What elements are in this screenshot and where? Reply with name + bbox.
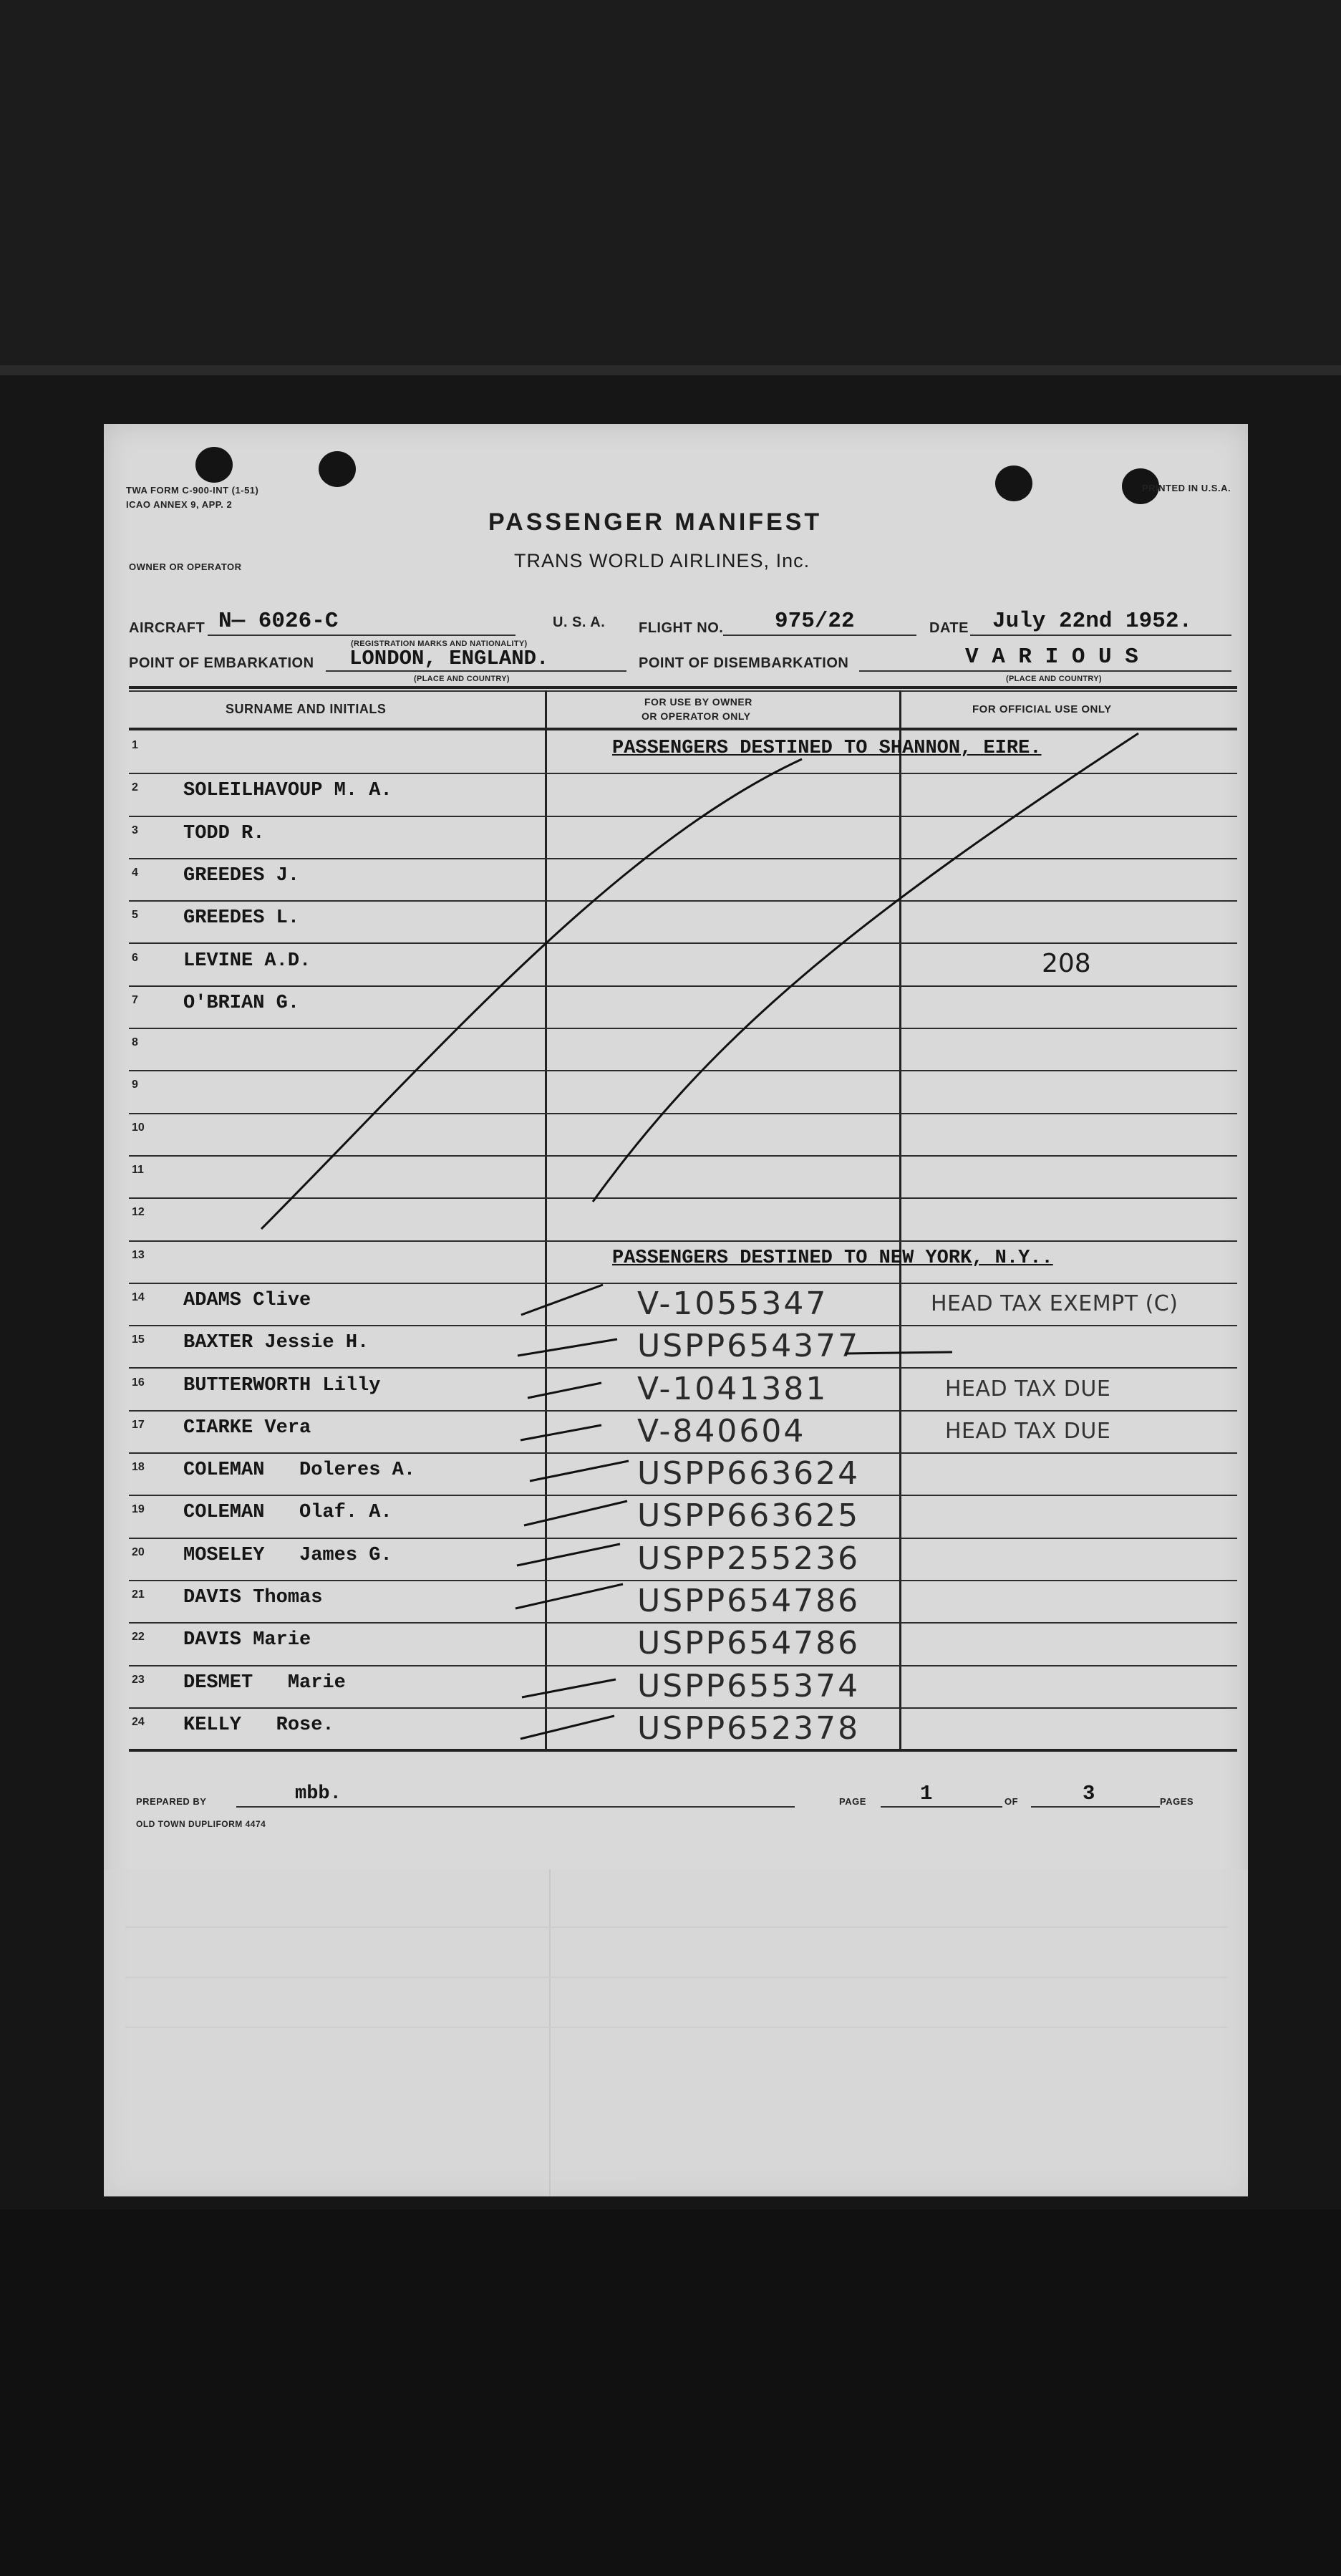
embark-label: POINT OF EMBARKATION [129,655,314,671]
disembark-value: V A R I O U S [965,645,1138,670]
passenger-name: COLEMAN Olaf. A. [183,1502,392,1524]
page-label: PAGE [839,1796,866,1807]
passenger-name: GREEDES L. [183,907,300,930]
aircraft-value: N— 6026-C [218,609,339,634]
total-underline [1031,1806,1160,1808]
row-number: 2 [132,781,138,794]
document-number: USPP652378 [637,1709,861,1747]
place-caption-2: (PLACE AND COUNTRY) [1006,675,1102,683]
passenger-name: DESMET Marie [183,1671,346,1694]
passenger-name: BUTTERWORTH Lilly [183,1374,381,1396]
pages-label: PAGES [1160,1796,1194,1807]
document-number: V-1055347 [637,1285,828,1322]
manifest-title: PASSENGER MANIFEST [488,508,823,536]
official-note: HEAD TAX DUE [945,1418,1111,1444]
passenger-name: COLEMAN Doleres A. [183,1460,416,1482]
row-number: 7 [132,993,138,1006]
page-number: 1 [920,1782,933,1805]
prepared-value: mbb. [295,1783,342,1805]
page-underline [881,1806,1002,1808]
section-heading: PASSENGERS DESTINED TO NEW YORK, N.Y.. [612,1247,1053,1269]
col-owner-header-2: OR OPERATOR ONLY [642,710,751,722]
flight-no-value: 975/22 [775,609,855,634]
embark-value: LONDON, ENGLAND. [349,647,549,670]
prepared-label: PREPARED BY [136,1796,207,1807]
row-number: 1 [132,739,138,751]
row-number: 16 [132,1376,145,1389]
row-number: 21 [132,1588,145,1601]
row-number: 18 [132,1461,145,1474]
row-number: 20 [132,1545,145,1558]
document-number: USPP663624 [637,1455,861,1492]
aircraft-label: AIRCRAFT [129,620,205,636]
passenger-name: ADAMS Clive [183,1289,311,1311]
row-number: 10 [132,1121,145,1134]
paper-lower-blank [104,1869,1248,2196]
row-number: 19 [132,1503,145,1516]
printer-label: OLD TOWN DUPLIFORM 4474 [136,1819,266,1829]
row-number: 23 [132,1673,145,1686]
place-caption: (PLACE AND COUNTRY) [414,675,510,683]
operator-name: TRANS WORLD AIRLINES, Inc. [514,550,810,571]
row-number: 8 [132,1036,138,1049]
document-number: USPP654377 [637,1328,861,1365]
flight-no-label: FLIGHT NO. [639,620,724,636]
col-owner-header-1: FOR USE BY OWNER [644,696,752,708]
official-note: HEAD TAX DUE [945,1376,1111,1402]
passenger-name: LEVINE A.D. [183,950,311,972]
passenger-name: SOLEILHAVOUP M. A. [183,780,392,802]
form-id-line1: TWA FORM C-900-INT (1-51) [126,485,259,496]
row-number: 24 [132,1715,145,1728]
document-number: USPP655374 [637,1667,861,1704]
registration-caption: (REGISTRATION MARKS AND NATIONALITY) [351,640,528,648]
document-number: V-840604 [637,1412,806,1449]
row-number: 13 [132,1248,145,1261]
official-note: HEAD TAX EXEMPT (C) [931,1291,1178,1316]
page-total: 3 [1083,1782,1095,1805]
row-number: 12 [132,1206,145,1219]
prepared-underline [236,1806,795,1808]
form-id-line2: ICAO ANNEX 9, APP. 2 [126,499,233,510]
of-label: OF [1004,1796,1019,1807]
disembark-label: POINT OF DISEMBARKATION [639,655,849,671]
row-number: 5 [132,909,138,922]
country-label: U. S. A. [553,614,606,630]
row-number: 6 [132,951,138,964]
row-number: 15 [132,1333,145,1346]
passenger-name: O'BRIAN G. [183,992,300,1014]
passenger-name: MOSELEY James G. [183,1544,392,1566]
passenger-name: CIARKE Vera [183,1417,311,1439]
document-number: USPP654786 [637,1625,861,1662]
passenger-name: GREEDES J. [183,864,300,887]
col-official-header: FOR OFFICIAL USE ONLY [972,703,1112,715]
row-number: 17 [132,1418,145,1431]
passenger-name: DAVIS Thomas [183,1587,323,1608]
row-number: 9 [132,1079,138,1091]
document-number: USPP255236 [637,1540,861,1577]
date-value: July 22nd 1952. [992,609,1193,634]
passenger-name: KELLY Rose. [183,1714,334,1736]
document-number: USPP663625 [637,1497,861,1535]
printed-in: PRINTED IN U.S.A. [1142,483,1231,493]
passenger-name: BAXTER Jessie H. [183,1332,369,1354]
row-number: 14 [132,1291,145,1303]
passenger-name: DAVIS Marie [183,1629,311,1651]
handwritten-number: 208 [1042,948,1091,978]
section-heading: PASSENGERS DESTINED TO SHANNON, EIRE. [612,738,1042,759]
owner-label: OWNER OR OPERATOR [129,561,242,572]
row-number: 11 [132,1164,144,1176]
row-number: 3 [132,824,138,836]
date-label: DATE [929,620,969,636]
row-number: 22 [132,1631,145,1644]
col-surname-header: SURNAME AND INITIALS [226,702,387,716]
passenger-name: TODD R. [183,822,265,844]
document-number: USPP654786 [637,1583,861,1619]
row-number: 4 [132,866,138,879]
document-number: V-1041381 [637,1370,828,1407]
